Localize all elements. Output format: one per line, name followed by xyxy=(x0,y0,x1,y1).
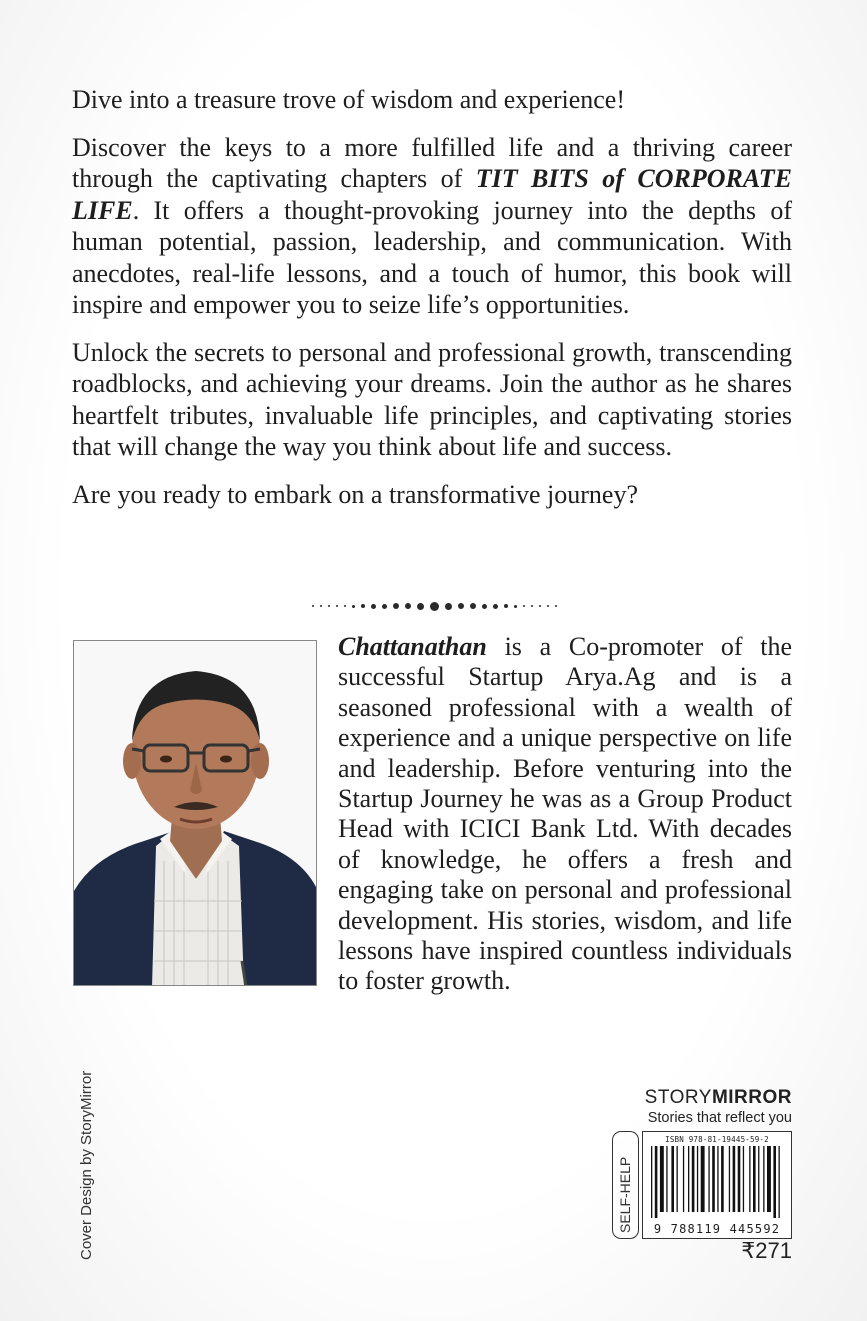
divider-dot xyxy=(393,603,399,609)
barcode-bar xyxy=(743,1146,744,1212)
divider-dot xyxy=(445,603,452,610)
barcode-bar xyxy=(660,1146,664,1212)
barcode-bar xyxy=(651,1146,652,1218)
book-title: TIT BITS of CORPORATE LIFE xyxy=(72,164,792,225)
barcode-bar xyxy=(773,1146,776,1218)
price: ₹271 xyxy=(741,1238,792,1263)
divider-dot xyxy=(531,605,533,607)
barcode-bar xyxy=(733,1146,736,1212)
isbn-barcode xyxy=(642,1131,792,1239)
barcode-bar xyxy=(721,1146,724,1212)
divider-dot xyxy=(504,604,508,608)
divider-dot xyxy=(493,604,498,609)
blurb-lead: Dive into a treasure trove of wisdom and experience! xyxy=(72,85,626,114)
barcode-bar xyxy=(697,1146,698,1212)
category-label xyxy=(612,1131,639,1239)
barcode-bar xyxy=(712,1146,715,1212)
barcode-bar xyxy=(779,1146,780,1218)
divider-dot xyxy=(470,603,476,609)
divider-dot xyxy=(430,602,439,611)
divider-dot xyxy=(458,603,464,609)
divider-dot xyxy=(344,605,346,607)
barcode-bar xyxy=(749,1146,750,1212)
divider-dot xyxy=(555,605,557,607)
author-photo xyxy=(73,640,317,986)
storymirror-logo xyxy=(638,1087,792,1109)
barcode-number: 9 788119 445592 xyxy=(653,1222,781,1236)
cover-design-credit: Cover Design by StoryMirror xyxy=(78,1070,95,1260)
barcode-bar xyxy=(738,1146,741,1212)
divider-dot xyxy=(336,605,338,607)
divider-dot xyxy=(361,604,365,608)
author-bio-text: is a Co-promoter of the successful Startup Arya.Ag and is a seasoned professional with a wealth of experience and a unique perspective on life and leadership. Before venturing into the Startup Journey he was as a Group Product Head with ICICI Bank Ltd. With decades of knowledge, he offers a fresh and engaging take on personal and professional development. His stories, wisdom, and life lessons have inspired countless individuals to foster growth. xyxy=(338,632,792,996)
divider-dot xyxy=(405,603,411,609)
isbn-label: ISBN 978-81-19445-59-2 xyxy=(665,1135,769,1144)
barcode-icon xyxy=(651,1146,784,1218)
barcode-bar xyxy=(767,1146,771,1212)
logo-story: STORY xyxy=(644,1087,712,1108)
back-cover-blurb xyxy=(72,84,792,526)
dotted-ornament-divider xyxy=(302,598,566,614)
publisher-tagline: Stories that reflect you xyxy=(647,1110,792,1126)
divider-dot xyxy=(539,605,541,607)
divider-dot xyxy=(382,604,387,609)
author-name: Chattanathan xyxy=(338,632,487,661)
category-text: SELF-HELP xyxy=(617,1156,633,1233)
barcode-bar xyxy=(666,1146,667,1212)
divider-dot xyxy=(523,605,525,607)
barcode-bar xyxy=(677,1146,678,1212)
barcode-bar xyxy=(692,1146,695,1212)
divider-dot xyxy=(514,605,517,608)
divider-dot xyxy=(328,605,330,607)
divider-dot xyxy=(312,605,314,607)
barcode-bar xyxy=(701,1146,705,1212)
barcode-bar xyxy=(708,1146,709,1212)
blurb-paragraph-2: Unlock the secrets to personal and professional growth, transcending roadblocks, and achieving your dreams. Join the author as he shares heartfelt tributes, invaluable life principles, and captivating stories that will change the way you think about life and success. xyxy=(72,337,792,461)
barcode-bar xyxy=(717,1146,718,1212)
divider-dot xyxy=(547,605,549,607)
publisher-brand xyxy=(638,1087,792,1126)
divider-dot xyxy=(482,604,487,609)
barcode-bar xyxy=(763,1146,764,1212)
barcode-bar xyxy=(758,1146,759,1212)
logo-mirror: MIRROR xyxy=(711,1087,792,1108)
barcode-bar xyxy=(683,1146,684,1212)
barcode-bar xyxy=(655,1146,658,1218)
barcode-bar xyxy=(753,1146,756,1212)
author-bio xyxy=(338,632,792,997)
blurb-paragraph-1 xyxy=(72,132,792,321)
blurb-p1-start: Discover the keys to a more fulfilled life and a thriving career through the captivating chapters of xyxy=(72,132,792,193)
blurb-question: Are you ready to embark on a transformative journey? xyxy=(72,479,639,509)
divider-dot xyxy=(320,605,322,607)
author-portrait-icon xyxy=(74,641,317,986)
barcode-bar xyxy=(688,1146,689,1212)
divider-dot xyxy=(417,603,424,610)
barcode-bar xyxy=(729,1146,730,1212)
divider-dot xyxy=(352,605,355,608)
divider-dot xyxy=(371,604,376,609)
barcode-bar xyxy=(671,1146,674,1212)
blurb-p1-end: . It offers a thought-provoking journey into the depths of human potential, passion, leadership, and communication. With anecdotes, real-life lessons, and a touch of humor, this book will inspire and empower you to seize life’s opportunities. xyxy=(72,195,792,319)
